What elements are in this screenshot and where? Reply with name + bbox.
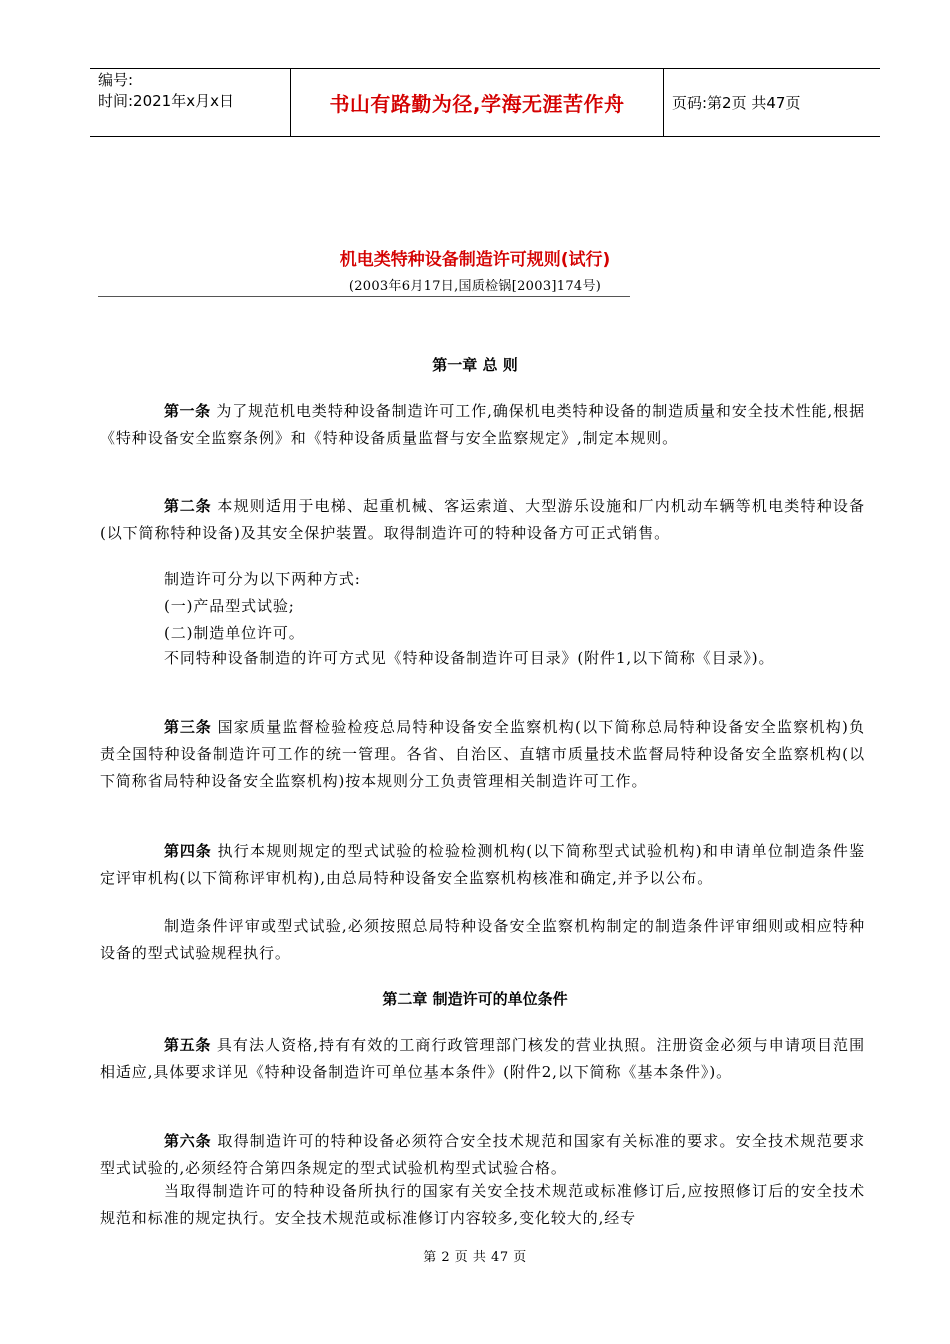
- header-meta: [98, 70, 234, 112]
- title-underline: [98, 296, 630, 297]
- article-paragraph: [100, 1128, 865, 1182]
- document-subtitle: (2003年6月17日,国质检锅[2003]174号): [348, 279, 602, 294]
- paragraph: 不同特种设备制造的许可方式见《特种设备制造许可目录》(附件1,以下简称《目录》)。: [164, 649, 775, 667]
- header-top-rule: [90, 68, 880, 69]
- article-number: 第六条: [164, 1132, 212, 1150]
- article-text: 为了规范机电类特种设备制造许可工作,确保机电类特种设备的制造质量和安全技术性能,根据《特种设备安全监察条例》和《特种设备质量监督与安全监察规定》,制定本规则。: [100, 402, 865, 447]
- article-number: 第四条: [164, 842, 212, 860]
- article-text: 国家质量监督检验检疫总局特种设备安全监察机构(以下简称总局特种设备安全监察机构)负责全国特种设备制造许可工作的统一管理。各省、自治区、直辖市质量技术监督局特种设备安全监察机构(以下简称省局特种设备安全监察机构)按本规则分工负责管理相关制造许可工作。: [100, 718, 865, 790]
- article-paragraph: [100, 714, 865, 795]
- article-number: 第五条: [164, 1036, 211, 1054]
- article-number: 第一条: [164, 402, 211, 420]
- article-number: 第三条: [164, 718, 212, 736]
- article-text: 取得制造许可的特种设备必须符合安全技术规范和国家有关标准的要求。安全技术规范要求型式试验的,必须经符合第四条规定的型式试验机构型式试验合格。: [100, 1132, 865, 1177]
- header-number-label: 编号:: [98, 71, 134, 89]
- document-title: 机电类特种设备制造许可规则(试行): [339, 250, 611, 270]
- article-paragraph: [100, 1032, 865, 1086]
- paragraph: (二)制造单位许可。: [164, 624, 305, 642]
- page-footer: 第 2 页 共 47 页: [423, 1250, 527, 1265]
- header-bottom-rule: [90, 136, 880, 137]
- paragraph: 制造许可分为以下两种方式:: [164, 570, 361, 588]
- chapter-heading: 第二章 制造许可的单位条件: [382, 990, 568, 1008]
- header-time-label: 时间:2021年x月x日: [98, 92, 234, 110]
- paragraph: (一)产品型式试验;: [164, 597, 295, 615]
- article-paragraph: [100, 398, 865, 452]
- article-number: 第二条: [164, 497, 212, 515]
- article-paragraph: [100, 838, 865, 892]
- article-paragraph: [100, 493, 865, 547]
- header-divider-right: [663, 69, 664, 137]
- paragraph: 制造条件评审或型式试验,必须按照总局特种设备安全监察机构制定的制造条件评审细则或相应特种设备的型式试验规程执行。: [100, 917, 865, 962]
- chapter-heading: 第一章 总 则: [432, 356, 518, 374]
- article-text: 具有法人资格,持有有效的工商行政管理部门核发的营业执照。注册资金必须与申请项目范围相适应,具体要求详见《特种设备制造许可单位基本条件》(附件2,以下简称《基本条件》)。: [100, 1036, 865, 1081]
- header-motto: 书山有路勤为径,学海无涯苦作舟: [329, 92, 625, 116]
- article-text: 执行本规则规定的型式试验的检验检测机构(以下简称型式试验机构)和申请单位制造条件鉴定评审机构(以下简称评审机构),由总局特种设备安全监察机构核准和确定,并予以公布。: [100, 842, 865, 887]
- paragraph: 当取得制造许可的特种设备所执行的国家有关安全技术规范或标准修订后,应按照修订后的安全技术规范和标准的规定执行。安全技术规范或标准修订内容较多,变化较大的,经专: [100, 1182, 865, 1227]
- article-text: 本规则适用于电梯、起重机械、客运索道、大型游乐设施和厂内机动车辆等机电类特种设备(以下简称特种设备)及其安全保护装置。取得制造许可的特种设备方可正式销售。: [100, 497, 865, 542]
- header-page-label: 页码:第2页 共47页: [672, 94, 801, 112]
